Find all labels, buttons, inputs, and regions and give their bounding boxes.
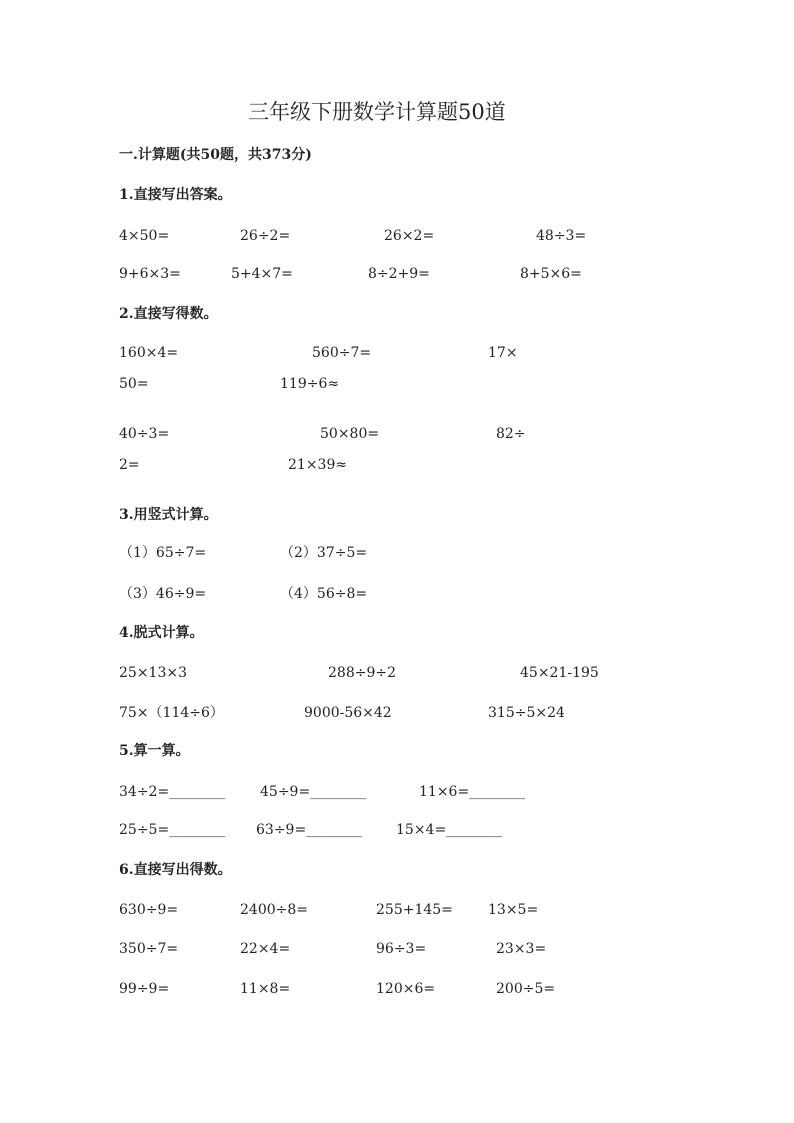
q6-item: 99÷9=: [119, 981, 170, 997]
question-4-heading: 4.脱式计算。: [119, 625, 204, 641]
q5-item: 11×6=________: [419, 784, 526, 800]
question-2-heading: 2.直接写得数。: [119, 306, 218, 322]
q6-item: 120×6=: [376, 981, 436, 997]
q2-item: 21×39≈: [288, 457, 348, 473]
q1-item: 8+5×6=: [520, 266, 582, 282]
q2-item: 160×4=: [119, 345, 179, 361]
q3-item: （2）37÷5=: [280, 545, 368, 561]
q5-item: 45÷9=________: [260, 784, 367, 800]
q5-item: 34÷2=________: [119, 784, 226, 800]
q3-item: （4）56÷8=: [280, 586, 368, 602]
q6-item: 630÷9=: [119, 902, 179, 918]
q1-item: 5+4×7=: [231, 266, 293, 282]
q6-item: 23×3=: [496, 941, 547, 957]
q2-item: 50=: [119, 376, 149, 392]
q6-item: 2400÷8=: [240, 902, 308, 918]
q1-item: 48÷3=: [536, 228, 587, 244]
q4-item: 9000-56×42: [304, 705, 392, 721]
q1-item: 4×50=: [119, 228, 170, 244]
q3-item: （3）46÷9=: [119, 586, 207, 602]
q2-item: 40÷3=: [119, 426, 170, 442]
q5-item: 63÷9=________: [256, 822, 363, 838]
q6-item: 13×5=: [488, 902, 539, 918]
question-5-heading: 5.算一算。: [119, 743, 190, 759]
question-1-heading: 1.直接写出答案。: [119, 187, 232, 203]
q1-item: 9+6×3=: [119, 266, 181, 282]
question-3-heading: 3.用竖式计算。: [119, 507, 218, 523]
q5-item: 15×4=________: [396, 822, 503, 838]
q4-item: 288÷9÷2: [328, 665, 396, 681]
q5-item: 25÷5=________: [119, 822, 226, 838]
q6-item: 200÷5=: [496, 981, 556, 997]
q4-item: 315÷5×24: [488, 705, 565, 721]
q6-item: 11×8=: [240, 981, 291, 997]
q4-item: 25×13×3: [119, 665, 187, 681]
page-title: 三年级下册数学计算题50道: [248, 100, 506, 124]
section-heading: 一.计算题(共50题，共373分): [119, 147, 312, 163]
q6-item: 22×4=: [240, 941, 291, 957]
q1-item: 26÷2=: [240, 228, 291, 244]
q1-item: 26×2=: [384, 228, 435, 244]
q2-item: 2=: [119, 457, 140, 473]
q6-item: 350÷7=: [119, 941, 179, 957]
q2-item: 82÷: [496, 426, 526, 442]
q1-item: 8÷2+9=: [368, 266, 430, 282]
q2-item: 50×80=: [320, 426, 380, 442]
question-6-heading: 6.直接写出得数。: [119, 862, 232, 878]
q6-item: 96÷3=: [376, 941, 427, 957]
q2-item: 119÷6≈: [280, 376, 340, 392]
q4-item: 45×21-195: [520, 665, 599, 681]
q4-item: 75×（114÷6）: [119, 705, 224, 721]
q3-item: （1）65÷7=: [119, 545, 207, 561]
q6-item: 255+145=: [376, 902, 453, 918]
q2-item: 17×: [488, 345, 518, 361]
q2-item: 560÷7=: [312, 345, 372, 361]
